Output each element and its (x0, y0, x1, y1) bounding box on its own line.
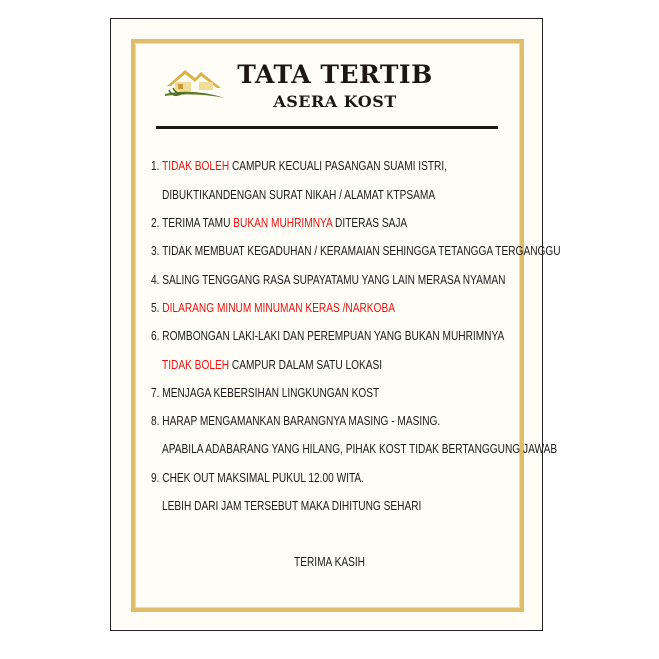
rule-text: LEBIH DARI JAM TERSEBUT MAKA DIHITUNG SEHARI (162, 498, 422, 513)
rule-line (151, 158, 447, 174)
rule-text: 4. SALING TENGGANG RASA SUPAYATAMU YANG LAIN MERASA NYAMAN (151, 272, 506, 287)
emphasis-text: BUKAN MUHRIMNYA (233, 215, 333, 230)
rule-text: 9. CHEK OUT MAKSIMAL PUKUL 12.00 WITA. (151, 470, 365, 485)
rule-line (151, 300, 395, 316)
rule-line (151, 272, 505, 288)
divider (156, 126, 498, 129)
rule-line (151, 413, 440, 429)
rule-text: DIBUKTIKANDENGAN SURAT NIKAH / ALAMAT KTPSAMA (162, 187, 436, 202)
rule-text: 8. HARAP MENGAMANKAN BARANGNYA MASING - MASING. (151, 413, 441, 428)
emphasis-text: DILARANG MINUM MINUMAN KERAS /NARKOBA (162, 300, 395, 315)
rule-text: CAMPUR KECUALI PASANGAN SUAMI ISTRI, (229, 158, 448, 173)
emphasis-text: TIDAK BOLEH (162, 158, 230, 173)
rule-text: 6. ROMBONGAN LAKI-LAKI DAN PEREMPUAN YANG BUKAN MUHRIMNYA (151, 328, 505, 343)
rule-line (162, 441, 557, 457)
rule-line (162, 357, 382, 373)
rule-line (151, 215, 407, 231)
closing-label: TERIMA KASIH (293, 554, 366, 569)
rule-text: 3. TIDAK MEMBUAT KEGADUHAN / KERAMAIAN SEHINGGA TETANGGA TERGANGGU (151, 243, 561, 258)
page-title: TATA TERTIB (237, 60, 433, 89)
rule-text: 7. MENJAGA KEBERSIHAN LINGKUNGAN KOST (151, 385, 380, 400)
gold-frame (131, 39, 524, 612)
rule-text: 1. (151, 158, 163, 173)
rule-text: DITERAS SAJA (332, 215, 408, 230)
rule-line (162, 187, 435, 203)
closing-text (0, 554, 659, 569)
rule-line (151, 470, 364, 486)
rule-text: APABILA ADABARANG YANG HILANG, PIHAK KOST TIDAK BERTANGGUNG JAWAB (162, 441, 558, 456)
emphasis-text: TIDAK BOLEH (162, 357, 230, 372)
rule-text: CAMPUR DALAM SATU LOKASI (229, 357, 383, 372)
rule-line (162, 498, 421, 514)
rule-text: 5. (151, 300, 163, 315)
rule-line (151, 328, 504, 344)
rule-line (151, 243, 561, 259)
rule-line (151, 385, 379, 401)
rule-text: 2. TERIMA TAMU (151, 215, 234, 230)
page-subtitle: ASERA KOST (273, 92, 397, 111)
